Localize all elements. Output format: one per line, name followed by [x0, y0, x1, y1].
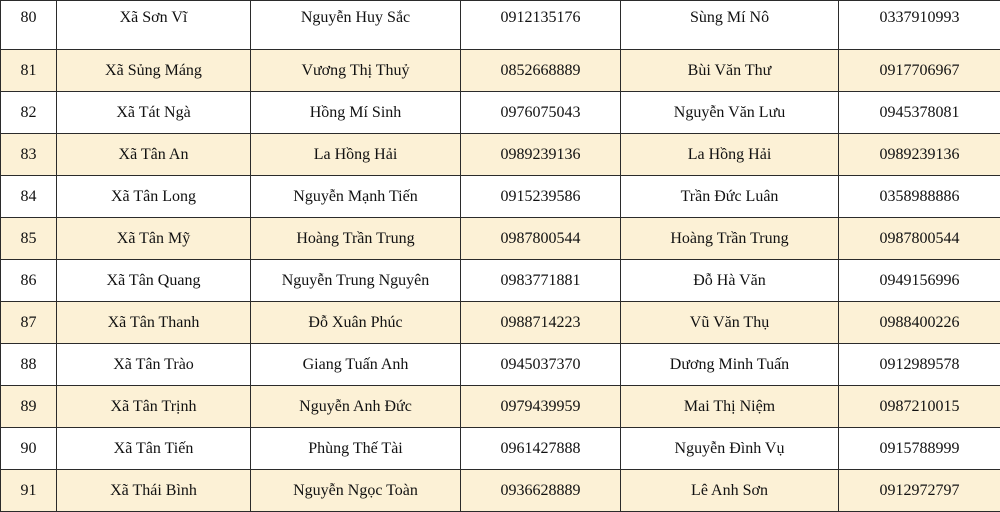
chair-name-cell: Nguyễn Mạnh Tiến [251, 176, 461, 218]
chair-name-cell: Nguyễn Huy Sắc [251, 1, 461, 50]
table-row [1, 176, 1000, 218]
table-row [1, 134, 1000, 176]
secretary-phone-cell: 0358988886 [839, 176, 1000, 218]
secretary-name-cell: Mai Thị Niệm [621, 386, 839, 428]
table-row [1, 386, 1000, 428]
secretary-name-cell: Lê Anh Sơn [621, 470, 839, 512]
commune-name-cell: Xã Sủng Máng [57, 50, 251, 92]
chair-name-cell: Đỗ Xuân Phúc [251, 302, 461, 344]
secretary-phone-cell: 0987800544 [839, 218, 1000, 260]
chair-name-cell: Phùng Thế Tài [251, 428, 461, 470]
chair-name-cell: Nguyễn Trung Nguyên [251, 260, 461, 302]
commune-name-cell: Xã Tân An [57, 134, 251, 176]
commune-name-cell: Xã Sơn Vĩ [57, 1, 251, 50]
secretary-phone-cell: 0989239136 [839, 134, 1000, 176]
commune-name-cell: Xã Tân Thanh [57, 302, 251, 344]
secretary-name-cell: Nguyễn Đình Vụ [621, 428, 839, 470]
chair-phone-cell: 0979439959 [461, 386, 621, 428]
row-number-cell: 83 [1, 134, 57, 176]
secretary-phone-cell: 0917706967 [839, 50, 1000, 92]
secretary-name-cell: Hoàng Trần Trung [621, 218, 839, 260]
commune-name-cell: Xã Thái Bình [57, 470, 251, 512]
chair-phone-cell: 0988714223 [461, 302, 621, 344]
commune-name-cell: Xã Tân Trào [57, 344, 251, 386]
chair-phone-cell: 0987800544 [461, 218, 621, 260]
chair-phone-cell: 0852668889 [461, 50, 621, 92]
row-number-cell: 86 [1, 260, 57, 302]
contact-table-body [1, 1, 1000, 512]
row-number-cell: 91 [1, 470, 57, 512]
table-row [1, 302, 1000, 344]
table-row [1, 470, 1000, 512]
secretary-name-cell: Dương Minh Tuấn [621, 344, 839, 386]
commune-name-cell: Xã Tân Tiến [57, 428, 251, 470]
row-number-cell: 88 [1, 344, 57, 386]
chair-name-cell: Giang Tuấn Anh [251, 344, 461, 386]
row-number-cell: 80 [1, 1, 57, 50]
chair-name-cell: Nguyễn Anh Đức [251, 386, 461, 428]
table-row [1, 260, 1000, 302]
row-number-cell: 90 [1, 428, 57, 470]
secretary-name-cell: Nguyễn Văn Lưu [621, 92, 839, 134]
table-row [1, 344, 1000, 386]
row-number-cell: 84 [1, 176, 57, 218]
row-number-cell: 85 [1, 218, 57, 260]
commune-name-cell: Xã Tân Long [57, 176, 251, 218]
secretary-name-cell: Đỗ Hà Văn [621, 260, 839, 302]
chair-name-cell: Hồng Mí Sinh [251, 92, 461, 134]
secretary-phone-cell: 0987210015 [839, 386, 1000, 428]
secretary-name-cell: Sùng Mí Nô [621, 1, 839, 50]
chair-name-cell: Hoàng Trần Trung [251, 218, 461, 260]
commune-name-cell: Xã Tân Mỹ [57, 218, 251, 260]
chair-phone-cell: 0989239136 [461, 134, 621, 176]
secretary-name-cell: Trần Đức Luân [621, 176, 839, 218]
commune-name-cell: Xã Tân Quang [57, 260, 251, 302]
secretary-phone-cell: 0988400226 [839, 302, 1000, 344]
chair-phone-cell: 0961427888 [461, 428, 621, 470]
table-row [1, 218, 1000, 260]
secretary-name-cell: Bùi Văn Thư [621, 50, 839, 92]
secretary-name-cell: La Hồng Hải [621, 134, 839, 176]
secretary-phone-cell: 0912989578 [839, 344, 1000, 386]
secretary-phone-cell: 0949156996 [839, 260, 1000, 302]
secretary-phone-cell: 0912972797 [839, 470, 1000, 512]
secretary-phone-cell: 0945378081 [839, 92, 1000, 134]
chair-phone-cell: 0976075043 [461, 92, 621, 134]
chair-name-cell: La Hồng Hải [251, 134, 461, 176]
commune-name-cell: Xã Tân Trịnh [57, 386, 251, 428]
secretary-name-cell: Vũ Văn Thụ [621, 302, 839, 344]
chair-phone-cell: 0915239586 [461, 176, 621, 218]
chair-phone-cell: 0936628889 [461, 470, 621, 512]
table-row [1, 428, 1000, 470]
chair-phone-cell: 0912135176 [461, 1, 621, 50]
table-row [1, 1, 1000, 50]
row-number-cell: 87 [1, 302, 57, 344]
chair-name-cell: Nguyễn Ngọc Toàn [251, 470, 461, 512]
secretary-phone-cell: 0915788999 [839, 428, 1000, 470]
chair-name-cell: Vương Thị Thuỷ [251, 50, 461, 92]
row-number-cell: 82 [1, 92, 57, 134]
row-number-cell: 89 [1, 386, 57, 428]
row-number-cell: 81 [1, 50, 57, 92]
table-row [1, 92, 1000, 134]
secretary-phone-cell: 0337910993 [839, 1, 1000, 50]
chair-phone-cell: 0983771881 [461, 260, 621, 302]
chair-phone-cell: 0945037370 [461, 344, 621, 386]
commune-name-cell: Xã Tát Ngà [57, 92, 251, 134]
table-row [1, 50, 1000, 92]
